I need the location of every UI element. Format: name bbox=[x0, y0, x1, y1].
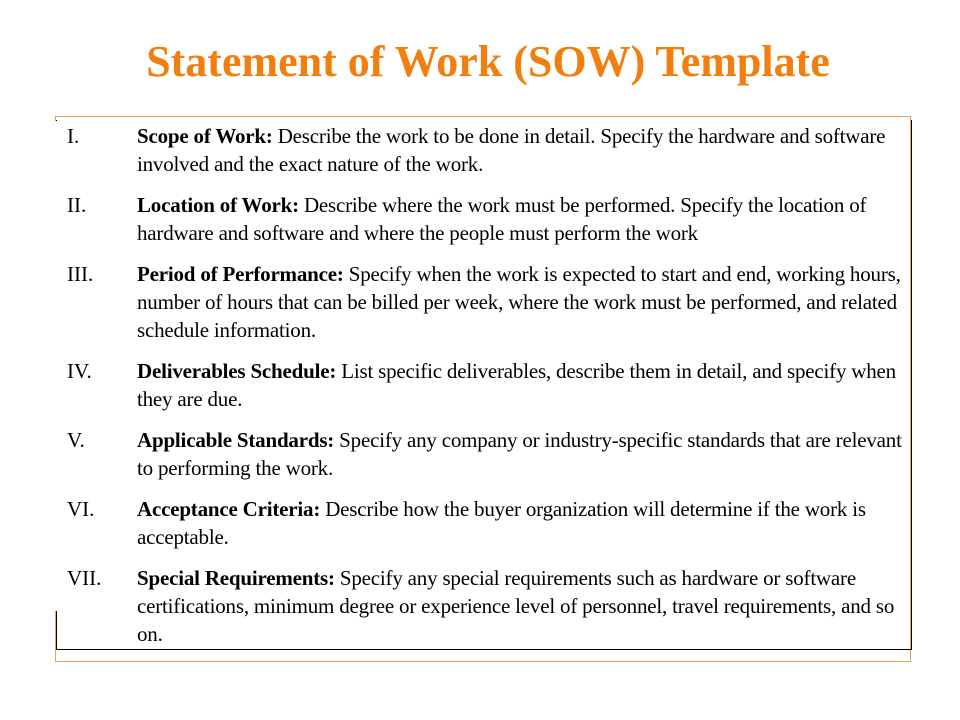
section-body bbox=[137, 260, 907, 344]
section-numeral: V. bbox=[67, 428, 85, 452]
section-term: Location of Work: bbox=[137, 193, 299, 217]
sow-section-deliverables bbox=[67, 357, 907, 413]
section-numeral: I. bbox=[67, 124, 80, 148]
sow-section-special bbox=[67, 564, 907, 648]
section-body bbox=[137, 191, 907, 247]
section-numeral: II. bbox=[67, 193, 87, 217]
section-description: Specify any company or industry-specific standards that are relevant to performing the work. bbox=[137, 428, 902, 480]
section-term: Deliverables Schedule: bbox=[137, 359, 337, 383]
section-description: List specific deliverables, describe them in detail, and specify when they are due. bbox=[137, 359, 896, 411]
section-body bbox=[137, 122, 907, 178]
section-description: Specify when the work is expected to start and end, working hours, number of hours that can be billed per week, where the work must be performed, and related schedule information. bbox=[137, 262, 901, 342]
section-body bbox=[137, 426, 907, 482]
section-body bbox=[137, 495, 907, 551]
section-term: Period of Performance: bbox=[137, 262, 344, 286]
section-numeral: VI. bbox=[67, 497, 95, 521]
section-numeral: IV. bbox=[67, 359, 92, 383]
page-title: Statement of Work (SOW) Template bbox=[146, 37, 830, 86]
section-term: Applicable Standards: bbox=[137, 428, 335, 452]
section-numeral: III. bbox=[67, 262, 94, 286]
section-description: Describe the work to be done in detail. Specify the hardware and software involved and the exact nature of the work. bbox=[137, 124, 886, 176]
section-body bbox=[137, 357, 907, 413]
section-numeral: VII. bbox=[67, 566, 102, 590]
section-description: Specify any special requirements such as hardware or software certifications, minimum degree or experience level of personnel, travel requirements, and so on. bbox=[137, 566, 895, 646]
section-term: Scope of Work: bbox=[137, 124, 273, 148]
section-term: Special Requirements: bbox=[137, 566, 335, 590]
sow-section-acceptance bbox=[67, 495, 907, 551]
sow-sections-list bbox=[67, 122, 907, 661]
sow-section-scope bbox=[67, 122, 907, 178]
sow-section-location bbox=[67, 191, 907, 247]
section-description: Describe where the work must be performed. Specify the location of hardware and software and where the people must perform the work bbox=[137, 193, 867, 245]
section-term: Acceptance Criteria: bbox=[137, 497, 321, 521]
section-body bbox=[137, 564, 907, 648]
sow-section-period bbox=[67, 260, 907, 344]
section-description: Describe how the buyer organization will determine if the work is acceptable. bbox=[137, 497, 866, 549]
sow-section-standards bbox=[67, 426, 907, 482]
